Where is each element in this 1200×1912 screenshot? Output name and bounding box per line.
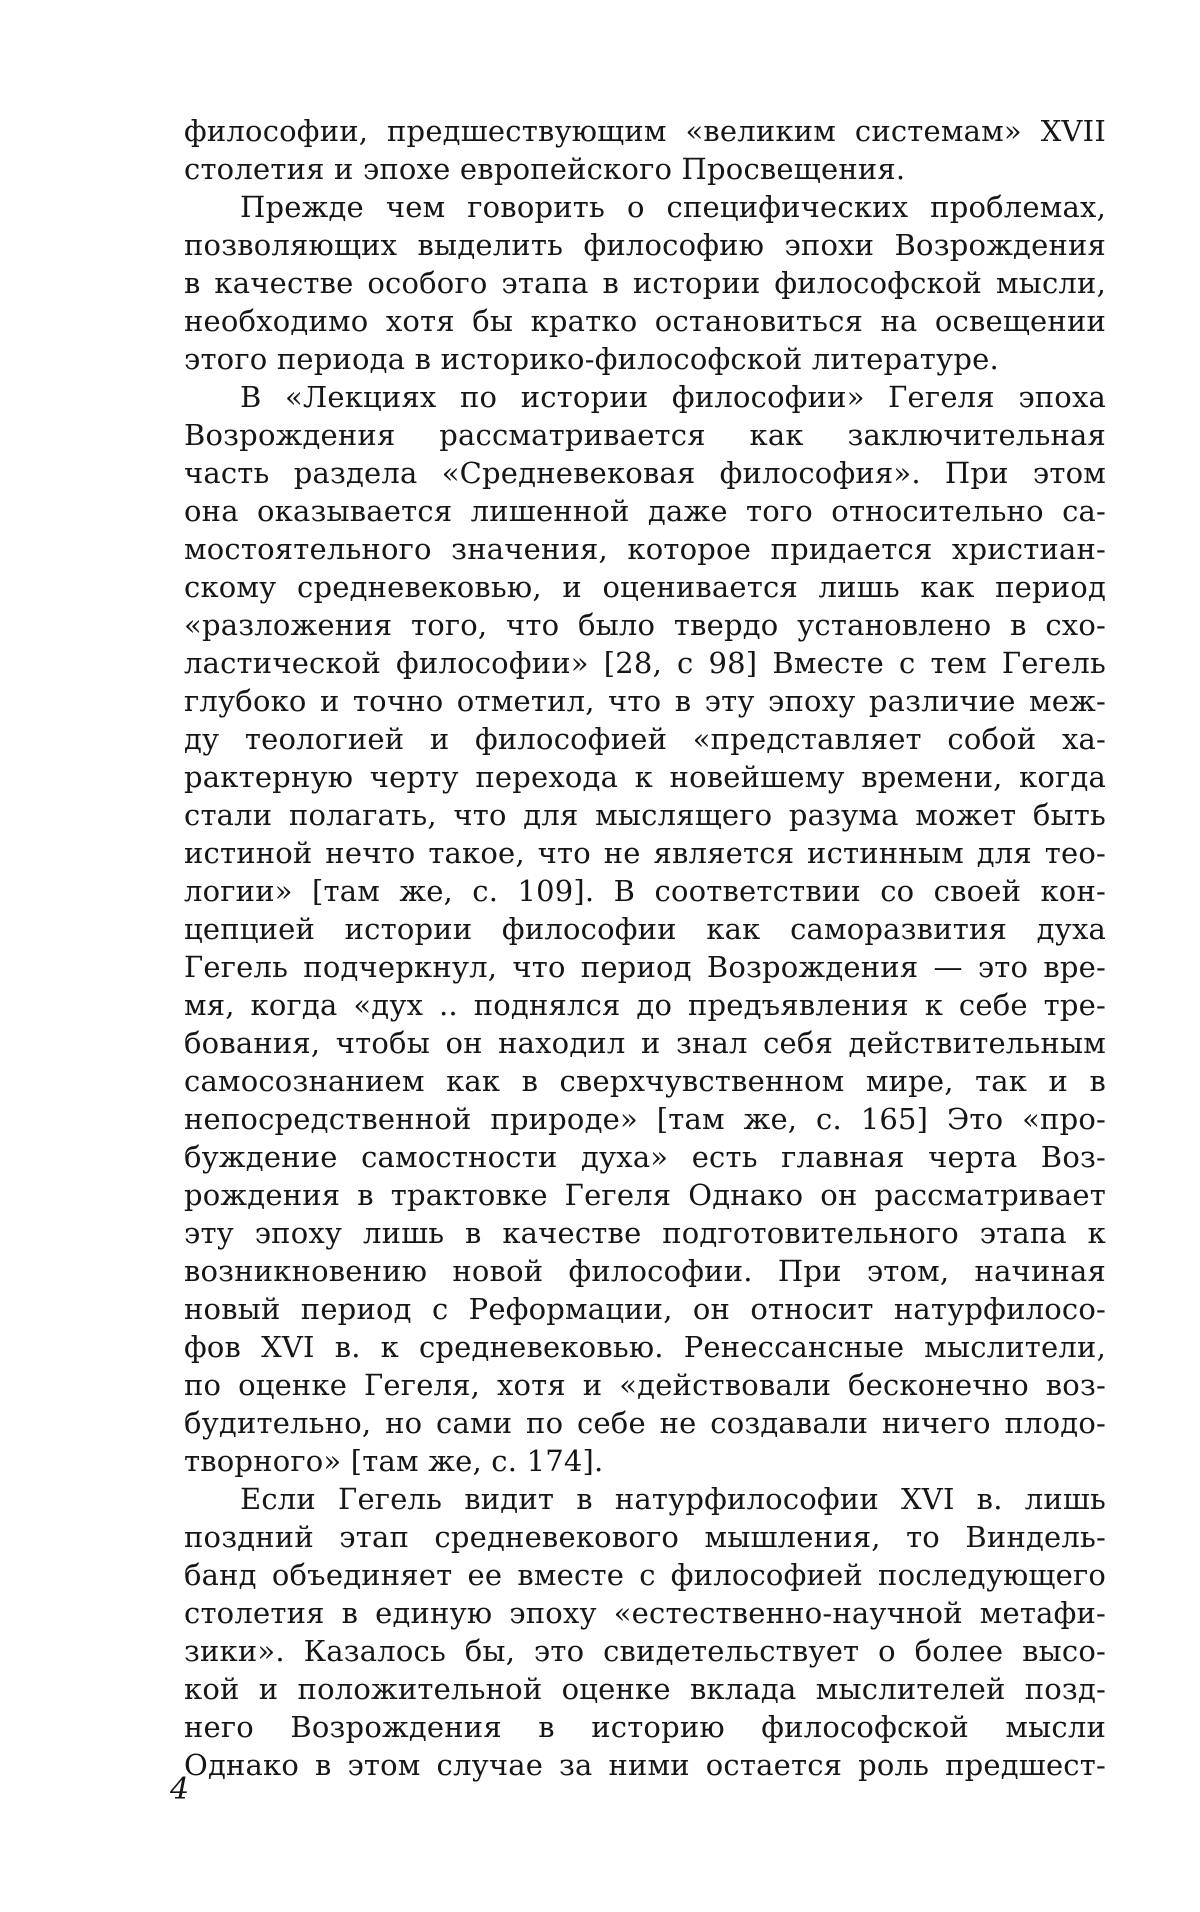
text-line: скому средневековью, и оценивается лишь как период — [184, 570, 1106, 604]
text-line: поздний этап средневекового мышления, то Виндель- — [184, 1520, 1106, 1554]
text-line: позволяющих выделить философию эпохи Возрождения — [184, 228, 1106, 262]
text-line: этого периода в историко-философской литературе. — [184, 342, 999, 376]
text-line: новый период с Реформации, он относит натурфилосо- — [184, 1292, 1106, 1326]
page-number: 4 — [170, 1772, 190, 1807]
text-line: ластической философии» [28, с 98] Вместе с тем Гегель — [184, 646, 1106, 680]
text-line: Прежде чем говорить о специфических проблемах, — [240, 190, 1106, 224]
text-line: логии» [там же, с. 109]. В соответствии со своей кон- — [184, 874, 1106, 908]
text-line: цепцией истории философии как саморазвития духа — [184, 912, 1106, 946]
text-line: истиной нечто такое, что не является истинным для тео- — [184, 836, 1106, 870]
text-line: В «Лекциях по истории философии» Гегеля эпоха — [240, 380, 1106, 414]
text-line: рождения в трактовке Гегеля Однако он рассматривает — [184, 1178, 1106, 1212]
text-line: необходимо хотя бы кратко остановиться на освещении — [184, 304, 1106, 338]
text-line: Гегель подчеркнул, что период Возрождения — это вре- — [184, 950, 1106, 984]
text-line: ду теологией и философией «представляет собой ха- — [184, 722, 1106, 756]
text-line: Возрождения рассматривается как заключительная — [184, 418, 1106, 452]
text-line: часть раздела «Средневековая философия». При этом — [184, 456, 1106, 490]
text-line: бования, чтобы он находил и знал себя действительным — [184, 1026, 1106, 1060]
text-line: будительно, но сами по себе не создавали ничего плодо- — [184, 1406, 1106, 1440]
text-line: творного» [там же, с. 174]. — [184, 1444, 604, 1478]
text-line: него Возрождения в историю философской мысли — [184, 1710, 1106, 1744]
text-line: столетия и эпохе европейского Просвещения. — [184, 152, 906, 186]
text-line: она оказывается лишенной даже того относительно са- — [184, 494, 1106, 528]
text-line: по оценке Гегеля, хотя и «действовали бесконечно воз- — [184, 1368, 1106, 1402]
text-line: мя, когда «дух .. поднялся до предъявления к себе тре- — [184, 988, 1106, 1022]
text-line: непосредственной природе» [там же, с. 165] Это «про- — [184, 1102, 1106, 1136]
text-line: самосознанием как в сверхчувственном мире, так и в — [184, 1064, 1106, 1098]
text-line: Однако в этом случае за ними остается роль предшест- — [184, 1748, 1106, 1782]
body-text — [184, 112, 1106, 1784]
text-line: стали полагать, что для мыслящего разума может быть — [184, 798, 1106, 832]
text-line: «разложения того, что было твердо установлено в схо- — [184, 608, 1106, 642]
text-line: буждение самостности духа» есть главная черта Воз- — [184, 1140, 1106, 1174]
text-line: зики». Казалось бы, это свидетельствует о более высо- — [184, 1634, 1106, 1668]
text-line: эту эпоху лишь в качестве подготовительного этапа к — [184, 1216, 1106, 1250]
text-line: фов XVI в. к средневековью. Ренессансные мыслители, — [184, 1330, 1106, 1364]
text-line: мостоятельного значения, которое придается христиан- — [184, 532, 1106, 566]
text-line: глубоко и точно отметил, что в эту эпоху различие меж- — [184, 684, 1106, 718]
text-line: в качестве особого этапа в истории философской мысли, — [184, 266, 1106, 300]
text-line: рактерную черту перехода к новейшему времени, когда — [184, 760, 1106, 794]
text-line: философии, предшествующим «великим системам» XVII — [184, 114, 1106, 148]
text-line: банд объединяет ее вместе с философией последующего — [184, 1558, 1106, 1592]
text-line: возникновению новой философии. При этом, начиная — [184, 1254, 1106, 1288]
text-line: кой и положительной оценке вклада мыслителей позд- — [184, 1672, 1106, 1706]
text-line: столетия в единую эпоху «естественно-научной метафи- — [184, 1596, 1106, 1630]
text-line: Если Гегель видит в натурфилософии XVI в. лишь — [240, 1482, 1106, 1516]
